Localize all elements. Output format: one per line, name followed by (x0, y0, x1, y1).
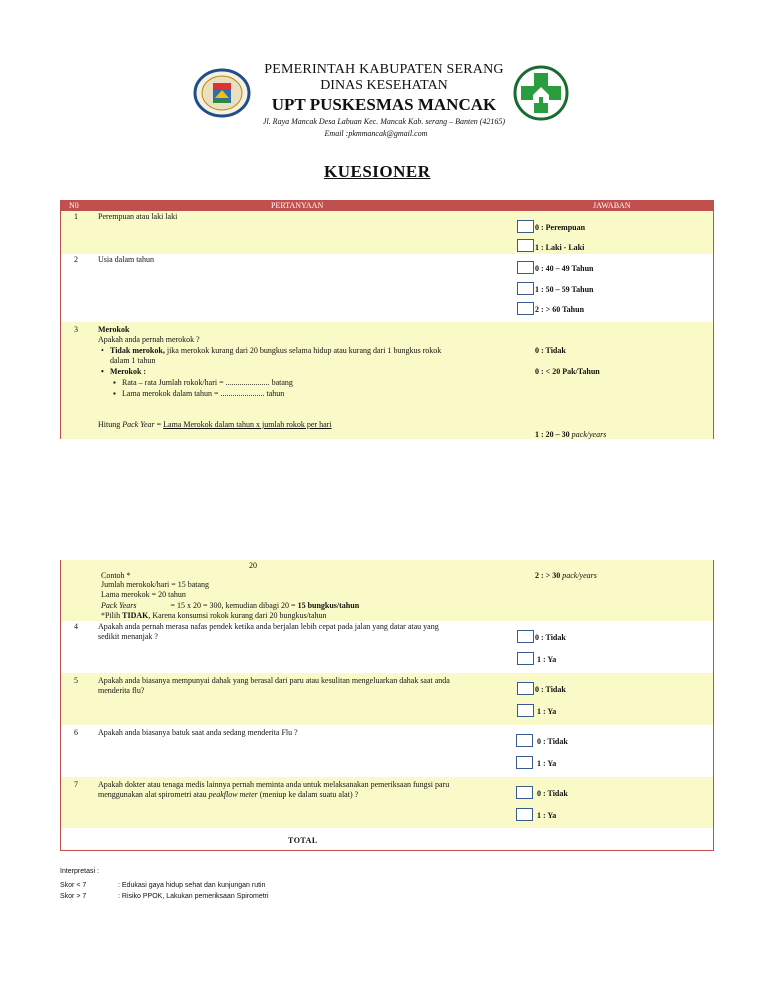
q7-text-pre: menggunakan alat spirometri atau (98, 790, 209, 799)
q3-number: 3 (74, 325, 78, 334)
q7-number: 7 (74, 780, 78, 789)
q3-example-note (101, 611, 327, 620)
q1-option-1-checkbox[interactable] (517, 239, 534, 252)
q4-option-1-label: 1 : Ya (537, 655, 557, 664)
total-label: TOTAL (288, 836, 318, 845)
q7-text-line2 (98, 790, 358, 799)
q3-hitung-packyear: Pack Year (122, 420, 155, 429)
header-government: PEMERINTAH KABUPATEN SERANG (264, 62, 504, 77)
q7-text-line1: Apakah dokter atau tenaga medis lainnya pernah meminta anda untuk melaksanakan pemeriksaan fungsi paru (98, 780, 450, 789)
q3-option-2-label (535, 571, 597, 580)
q3-sub-years: ▪ Lama merokok dalam tahun = ...................... tahun (122, 389, 284, 398)
q3-no-smoke-text: jika merokok kurang dari 20 bungkus selama hidup atau kurang dari 1 bungkus rokok (164, 346, 442, 355)
q3-example-result: 15 bungkus/tahun (297, 601, 360, 610)
q3-option-0-label: 0 : Tidak (535, 346, 566, 355)
q4-number: 4 (74, 622, 78, 631)
q2-option-2-label: 2 : > 60 Tahun (535, 305, 585, 314)
interpretation-row2-label: Skor > 7 (60, 893, 87, 900)
q2-option-1-checkbox[interactable] (517, 282, 534, 295)
header-address: Jl. Raya Mancak Desa Labuan Kec. Mancak Kab. serang – Banten (42165) (262, 117, 506, 126)
q3-option-1-label (535, 430, 606, 439)
q2-number: 2 (74, 255, 78, 264)
q3-option-1-unit: pack/years (571, 430, 607, 439)
q3-example-packyears: Pack Years (101, 601, 137, 610)
q1-option-0-label: 0 : Perempuan (535, 223, 586, 232)
header-department: DINAS KESEHATAN (320, 78, 448, 93)
q3-hitung-pre: Hitung (98, 420, 123, 429)
table-header (60, 200, 714, 211)
q3-sub-daily: ▪ Rata – rata Jumlah rokok/hari = ...................... batang (122, 378, 293, 387)
interpretation-row2-text: : Risiko PPOK, Lakukan pemeriksaan Spirometri (118, 893, 269, 900)
q3-example-calc-text: = 15 x 20 = 300, kemudian dibagi 20 = (136, 601, 298, 610)
interpretation-heading: Interpretasi : (60, 868, 99, 875)
row-total (60, 828, 714, 851)
q6-option-0-label: 0 : Tidak (537, 737, 568, 746)
q5-option-0-label: 0 : Tidak (535, 685, 566, 694)
q1-option-1-label: 1 : Laki - Laki (535, 243, 585, 252)
q4-option-1-checkbox[interactable] (517, 652, 534, 665)
q3-option-1-text: 1 : 20 – 30 (535, 430, 572, 439)
q3-example-years: Lama merokok = 20 tahun (101, 590, 186, 599)
q5-text-line1: Apakah anda biasanya mempunyai dahak yang berasal dari paru atau kesulitan mengeluarkan dahak saat anda (98, 676, 450, 685)
q6-option-1-checkbox[interactable] (516, 756, 533, 769)
q4-text-line2: sedikit menanjak ? (98, 632, 158, 641)
q7-text-rest: (meniup ke dalam suatu alat) ? (257, 790, 359, 799)
q3-option-2-unit: pack/years (562, 571, 597, 580)
q3-note-rest: , Karena konsumsi rokok kurang dari 20 bungkus/tahun (148, 611, 327, 620)
q3-no-smoke-bold: Tidak merokok, (110, 346, 165, 355)
q7-text-peakflow: peakflow meter (208, 790, 258, 799)
q3-option-2-text: 2 : > 30 (535, 571, 563, 580)
q3-no-smoke-cont: dalam 1 tahun (110, 356, 156, 365)
q3-question: Apakah anda pernah merokok ? (98, 335, 200, 344)
q6-option-0-checkbox[interactable] (516, 734, 533, 747)
q1-option-0-checkbox[interactable] (517, 220, 534, 233)
interpretation-row1-label: Skor < 7 (60, 882, 87, 889)
q5-number: 5 (74, 676, 78, 685)
q7-option-1-label: 1 : Ya (537, 811, 557, 820)
q3-hitung-formula: Lama Merokok dalam tahun x jumlah rokok per hari (163, 420, 332, 429)
col-no-header: N0 (69, 201, 79, 210)
col-answer-header: JAWABAN (593, 201, 631, 210)
q6-option-1-label: 1 : Ya (537, 759, 557, 768)
header-puskesmas: UPT PUSKESMAS MANCAK (271, 95, 497, 114)
q3-hitung-eq: = (154, 420, 164, 429)
q5-text-line2: menderita flu? (98, 686, 145, 695)
q2-option-0-checkbox[interactable] (517, 261, 534, 274)
q3-note-pre: *Pilih (101, 611, 123, 620)
q3-denominator: 20 (249, 561, 257, 570)
q3-example-title: Contoh * (101, 571, 131, 580)
q3-bullet-smoke: • Merokok : (110, 367, 146, 376)
interpretation-row1-text: : Edukasi gaya hidup sehat dan kunjungan rutin (118, 882, 266, 889)
q5-option-0-checkbox[interactable] (517, 682, 534, 695)
q5-option-1-label: 1 : Ya (537, 707, 557, 716)
q2-option-1-label: 1 : 50 – 59 Tahun (535, 285, 594, 294)
q3-title: Merokok (98, 325, 130, 334)
q1-text: Perempuan atau laki laki (98, 212, 178, 221)
page-title: KUESIONER (324, 162, 431, 181)
q4-text-line1: Apakah anda pernah merasa nafas pendek ketika anda berjalan lebih cepat pada jalan yang datar atau yang (98, 622, 439, 631)
row-q2 (60, 254, 714, 322)
q7-option-0-label: 0 : Tidak (537, 789, 568, 798)
q2-option-2-checkbox[interactable] (517, 302, 534, 315)
q3-bullet-no-smoke (110, 346, 441, 355)
q3-option-0b-label: 0 : < 20 Pak/Tahun (535, 367, 600, 376)
q4-option-0-checkbox[interactable] (517, 630, 534, 643)
q6-number: 6 (74, 728, 78, 737)
q1-number: 1 (74, 212, 78, 221)
header-email: Email :pkmmancak@gmail.com (324, 129, 428, 138)
q5-option-1-checkbox[interactable] (517, 704, 534, 717)
q7-option-1-checkbox[interactable] (516, 808, 533, 821)
col-question-header: PERTANYAAN (271, 201, 324, 210)
q3-example-calc (101, 601, 359, 610)
q4-option-0-label: 0 : Tidak (535, 633, 566, 642)
q3-example-daily: Jumlah merokok/hari = 15 batang (101, 580, 210, 589)
q3-note-bold: TIDAK (122, 611, 149, 620)
q6-text: Apakah anda biasanya batuk saat anda sedang menderita Flu ? (98, 728, 298, 737)
q7-option-0-checkbox[interactable] (516, 786, 533, 799)
q2-option-0-label: 0 : 40 – 49 Tahun (535, 264, 594, 273)
q2-text: Usia dalam tahun (98, 255, 154, 264)
q3-hitung (98, 420, 332, 429)
